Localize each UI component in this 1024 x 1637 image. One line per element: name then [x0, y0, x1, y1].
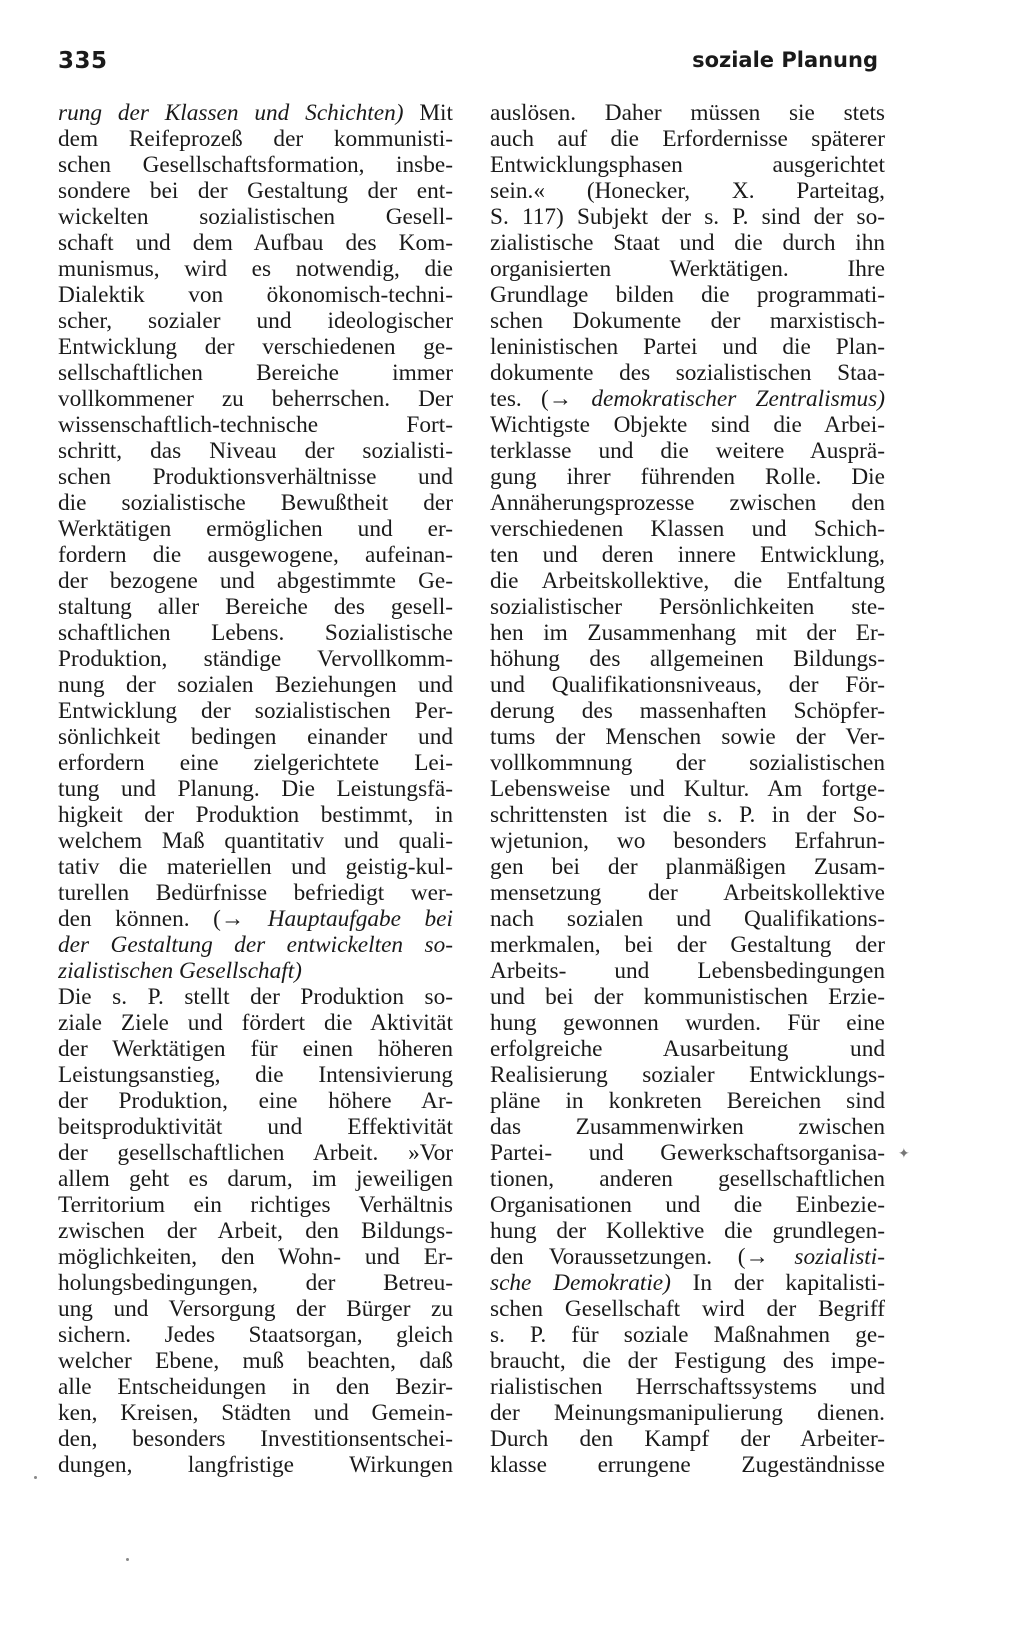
text-line: [58, 334, 453, 360]
text-line: [58, 386, 453, 412]
text-segment: tionen, anderen gesellschaftlichen: [490, 1166, 885, 1192]
text-segment: hung gewonnen wurden. Für eine: [490, 1010, 885, 1036]
text-line: [490, 568, 885, 594]
text-line: [58, 698, 453, 724]
text-segment: schen Produktionsverhältnisse und: [58, 464, 453, 490]
text-segment: der bezogene und abgestimmte Ge-: [58, 568, 453, 594]
text-line: [58, 568, 453, 594]
text-line: [490, 282, 885, 308]
text-line: [58, 438, 453, 464]
text-line: [58, 1062, 453, 1088]
text-segment: schen Gesellschaft wird der Begriff: [490, 1296, 885, 1322]
text-line: [58, 152, 453, 178]
text-segment: Organisationen und die Einbezie-: [490, 1192, 885, 1218]
text-segment: möglichkeiten, den Wohn- und Er-: [58, 1244, 453, 1270]
text-segment: Grundlage bilden die programmati-: [490, 282, 885, 308]
text-line: [58, 594, 453, 620]
text-segment: nung der sozialen Beziehungen und: [58, 672, 453, 698]
text-line: [58, 1400, 453, 1426]
text-segment: der Werktätigen für einen höheren: [58, 1036, 453, 1062]
text-segment: welcher Ebene, muß beachten, daß: [58, 1348, 453, 1374]
text-line: [58, 1452, 453, 1478]
text-line: [490, 932, 885, 958]
text-segment: scher, sozialer und ideologischer: [58, 308, 453, 334]
text-segment: Lebensweise und Kultur. Am fortge-: [490, 776, 885, 802]
text-segment: leninistischen Partei und die Plan-: [490, 334, 885, 360]
text-segment: Produktion, ständige Vervollkomm-: [58, 646, 453, 672]
text-line: [58, 1010, 453, 1036]
text-line: [58, 412, 453, 438]
text-segment: dungen, langfristige Wirkungen: [58, 1452, 453, 1478]
text-line: [490, 672, 885, 698]
text-line: [58, 646, 453, 672]
text-segment: sondere bei der Gestaltung der ent-: [58, 178, 453, 204]
text-line: [58, 1374, 453, 1400]
text-segment: Entwicklung der sozialistischen Per-: [58, 698, 453, 724]
text-segment: merkmalen, bei der Gestaltung der: [490, 932, 885, 958]
text-segment: ung und Versorgung der Bürger zu: [58, 1296, 453, 1322]
text-line: [58, 1088, 453, 1114]
text-segment: ziale Ziele und fördert die Aktivität: [58, 1010, 453, 1036]
text-line: [490, 1218, 885, 1244]
text-line: [490, 880, 885, 906]
text-segment: turellen Bedürfnisse befriedigt wer-: [58, 880, 453, 906]
italic-text-segment: sche Demokratie): [490, 1270, 671, 1296]
text-segment: S. 117) Subjekt der s. P. sind der so-: [490, 204, 885, 230]
italic-text-segment: → demokratischer Zentralismus): [548, 386, 885, 412]
text-line: [58, 1426, 453, 1452]
text-segment: die sozialistische Bewußtheit der: [58, 490, 453, 516]
text-segment: fordern die ausgewogene, aufeinan-: [58, 542, 453, 568]
text-line: [490, 360, 885, 386]
text-segment: munismus, wird es notwendig, die: [58, 256, 453, 282]
text-line: [490, 230, 885, 256]
text-line: [58, 1322, 453, 1348]
text-segment: mensetzung der Arbeitskollektive: [490, 880, 885, 906]
text-segment: den Voraussetzungen. (: [490, 1244, 746, 1270]
text-line: [490, 204, 885, 230]
text-line: [490, 1088, 885, 1114]
text-segment: nach sozialen und Qualifikations-: [490, 906, 885, 932]
text-line: [490, 256, 885, 282]
text-segment: erfordern eine zielgerichtete Lei-: [58, 750, 453, 776]
text-segment: terklasse und die weitere Ausprä-: [490, 438, 885, 464]
text-line: [490, 1452, 885, 1478]
text-segment: staltung aller Bereiche des gesell-: [58, 594, 453, 620]
text-segment: pläne in konkreten Bereichen sind: [490, 1088, 885, 1114]
text-line: [490, 776, 885, 802]
page-number: 335: [58, 48, 108, 74]
text-line: [58, 464, 453, 490]
text-line: [490, 958, 885, 984]
text-line: [490, 750, 885, 776]
text-line: [58, 880, 453, 906]
text-line: [490, 386, 885, 412]
text-segment: sein.« (Honecker, X. Parteitag,: [490, 178, 885, 204]
text-line: [490, 984, 885, 1010]
text-line: [490, 1296, 885, 1322]
text-segment: allem geht es darum, im jeweiligen: [58, 1166, 453, 1192]
text-line: [490, 1374, 885, 1400]
text-line: [490, 594, 885, 620]
text-segment: zialistische Staat und die durch ihn: [490, 230, 885, 256]
text-segment: beitsproduktivität und Effektivität: [58, 1114, 453, 1140]
text-line: [490, 308, 885, 334]
text-segment: Werktätigen ermöglichen und er-: [58, 516, 453, 542]
text-line: [58, 126, 453, 152]
text-segment: gung ihrer führenden Rolle. Die: [490, 464, 885, 490]
text-segment: wissenschaftlich-technische Fort-: [58, 412, 453, 438]
text-segment: gen bei der planmäßigen Zusam-: [490, 854, 885, 880]
text-segment: organisierten Werktätigen. Ihre: [490, 256, 885, 282]
right-text-column: [490, 100, 885, 1478]
text-line: [58, 776, 453, 802]
text-segment: schaft und dem Aufbau des Kom-: [58, 230, 453, 256]
text-line: [58, 1296, 453, 1322]
text-segment: und bei der kommunistischen Erzie-: [490, 984, 885, 1010]
text-segment: klasse errungene Zugeständnisse: [490, 1452, 885, 1478]
text-segment: vollkommnung der sozialistischen: [490, 750, 885, 776]
text-line: [490, 412, 885, 438]
text-line: [490, 152, 885, 178]
text-segment: rialistischen Herrschaftssystems und: [490, 1374, 885, 1400]
text-line: [490, 100, 885, 126]
text-segment: Die s. P. stellt der Produktion so-: [58, 984, 453, 1010]
text-segment: höhung des allgemeinen Bildungs-: [490, 646, 885, 672]
text-line: [58, 802, 453, 828]
text-segment: Arbeits- und Lebensbedingungen: [490, 958, 885, 984]
text-segment: wickelten sozialistischen Gesell-: [58, 204, 453, 230]
text-segment: den, besonders Investitionsentschei-: [58, 1426, 453, 1452]
text-line: [490, 1426, 885, 1452]
text-segment: sönlichkeit bedingen einander und: [58, 724, 453, 750]
text-line: [490, 516, 885, 542]
text-line: [490, 438, 885, 464]
text-segment: Partei- und Gewerkschaftsorganisa-: [490, 1140, 885, 1166]
text-segment: ken, Kreisen, Städten und Gemein-: [58, 1400, 453, 1426]
text-segment: schen Dokumente der marxistisch-: [490, 308, 885, 334]
text-line: [58, 230, 453, 256]
text-line: [490, 334, 885, 360]
text-segment: Annäherungsprozesse zwischen den: [490, 490, 885, 516]
text-segment: higkeit der Produktion bestimmt, in: [58, 802, 453, 828]
text-line: [490, 1062, 885, 1088]
text-segment: Entwicklungsphasen ausgerichtet: [490, 152, 885, 178]
text-line: [490, 698, 885, 724]
text-line: [58, 282, 453, 308]
text-line: [490, 906, 885, 932]
stray-print-mark: ✦: [898, 1147, 910, 1162]
text-line: [490, 542, 885, 568]
stray-print-dot: [34, 1476, 37, 1479]
text-line: [58, 906, 453, 932]
text-line: [58, 308, 453, 334]
text-segment: tums der Menschen sowie der Ver-: [490, 724, 885, 750]
text-segment: holungsbedingungen, der Betreu-: [58, 1270, 453, 1296]
text-line: [58, 1114, 453, 1140]
text-line: [58, 490, 453, 516]
text-segment: und Qualifikationsniveaus, der För-: [490, 672, 885, 698]
text-line: [490, 854, 885, 880]
text-line: [58, 1166, 453, 1192]
text-segment: hen im Zusammenhang mit der Er-: [490, 620, 885, 646]
text-line: [490, 828, 885, 854]
text-line: [58, 724, 453, 750]
text-segment: tung und Planung. Die Leistungsfä-: [58, 776, 453, 802]
text-segment: schen Gesellschaftsformation, insbe-: [58, 152, 453, 178]
text-segment: tes. (: [490, 386, 549, 412]
text-segment: Entwicklung der verschiedenen ge-: [58, 334, 453, 360]
text-line: [490, 802, 885, 828]
running-head: soziale Planung: [692, 48, 878, 72]
text-line: [58, 360, 453, 386]
text-line: [490, 1322, 885, 1348]
text-line: [58, 854, 453, 880]
italic-text-segment: → Hauptaufgabe bei: [220, 906, 453, 932]
text-line: [490, 1140, 885, 1166]
text-line: [490, 1270, 885, 1296]
text-line: [490, 1400, 885, 1426]
text-segment: der gesellschaftlichen Arbeit. »Vor: [58, 1140, 453, 1166]
text-segment: Leistungsanstieg, die Intensivierung: [58, 1062, 453, 1088]
italic-text-segment: → sozialisti-: [745, 1244, 885, 1270]
text-line: [490, 126, 885, 152]
text-line: [58, 204, 453, 230]
text-line: [58, 672, 453, 698]
text-line: [58, 1270, 453, 1296]
text-segment: sozialistischer Persönlichkeiten ste-: [490, 594, 885, 620]
text-segment: In der kapitalisti-: [670, 1270, 885, 1296]
text-segment: Wichtigste Objekte sind die Arbei-: [490, 412, 885, 438]
text-segment: Territorium ein richtiges Verhältnis: [58, 1192, 453, 1218]
text-line: [58, 958, 453, 984]
text-line: [58, 256, 453, 282]
text-line: [58, 984, 453, 1010]
text-line: [490, 646, 885, 672]
text-segment: Mit: [403, 100, 453, 126]
text-line: [58, 750, 453, 776]
page-header: [58, 48, 878, 82]
italic-text-segment: zialistischen Gesellschaft): [58, 958, 302, 984]
text-segment: s. P. für soziale Maßnahmen ge-: [490, 1322, 885, 1348]
text-line: [490, 1348, 885, 1374]
italic-text-segment: der Gestaltung der entwickelten so-: [58, 932, 453, 958]
text-segment: hung der Kollektive die grundlegen-: [490, 1218, 885, 1244]
stray-print-dot: [126, 1558, 129, 1561]
text-segment: vollkommener zu beherrschen. Der: [58, 386, 453, 412]
text-segment: Dialektik von ökonomisch-techni-: [58, 282, 453, 308]
text-line: [58, 1244, 453, 1270]
text-segment: welchem Maß quantitativ und quali-: [58, 828, 453, 854]
text-segment: die Arbeitskollektive, die Entfaltung: [490, 568, 885, 594]
text-line: [58, 1218, 453, 1244]
text-line: [490, 178, 885, 204]
text-line: [58, 1192, 453, 1218]
text-segment: schritt, das Niveau der sozialisti-: [58, 438, 453, 464]
text-line: [58, 516, 453, 542]
italic-text-segment: rung der Klassen und Schichten): [58, 100, 404, 126]
text-segment: Realisierung sozialer Entwicklungs-: [490, 1062, 885, 1088]
text-segment: zwischen der Arbeit, den Bildungs-: [58, 1218, 453, 1244]
text-line: [58, 828, 453, 854]
left-text-column: [58, 100, 453, 1478]
text-line: [58, 178, 453, 204]
text-segment: dokumente des sozialistischen Staa-: [490, 360, 885, 386]
text-segment: auslösen. Daher müssen sie stets: [490, 100, 885, 126]
text-segment: derung des massenhaften Schöpfer-: [490, 698, 885, 724]
text-segment: der Meinungsmanipulierung dienen.: [490, 1400, 885, 1426]
text-segment: verschiedenen Klassen und Schich-: [490, 516, 885, 542]
text-segment: braucht, die der Festigung des impe-: [490, 1348, 885, 1374]
text-segment: auch auf die Erfordernisse späterer: [490, 126, 885, 152]
text-line: [490, 490, 885, 516]
text-segment: alle Entscheidungen in den Bezir-: [58, 1374, 453, 1400]
text-segment: wjetunion, wo besonders Erfahrun-: [490, 828, 885, 854]
text-segment: den können. (: [58, 906, 221, 932]
text-segment: das Zusammenwirken zwischen: [490, 1114, 885, 1140]
text-line: [58, 932, 453, 958]
text-line: [58, 1036, 453, 1062]
text-line: [58, 620, 453, 646]
text-line: [490, 1036, 885, 1062]
text-line: [490, 1114, 885, 1140]
text-line: [490, 724, 885, 750]
text-line: [490, 1166, 885, 1192]
text-segment: der Produktion, eine höhere Ar-: [58, 1088, 453, 1114]
text-segment: schaftlichen Lebens. Sozialistische: [58, 620, 453, 646]
text-segment: dem Reifeprozeß der kommunisti-: [58, 126, 453, 152]
text-line: [490, 1244, 885, 1270]
text-segment: sellschaftlichen Bereiche immer: [58, 360, 453, 386]
text-line: [58, 542, 453, 568]
text-line: [490, 620, 885, 646]
text-line: [490, 464, 885, 490]
text-segment: erfolgreiche Ausarbeitung und: [490, 1036, 885, 1062]
text-line: [490, 1192, 885, 1218]
text-line: [490, 1010, 885, 1036]
text-segment: tativ die materiellen und geistig-kul-: [58, 854, 453, 880]
text-line: [58, 1348, 453, 1374]
text-segment: sichern. Jedes Staatsorgan, gleich: [58, 1322, 453, 1348]
text-segment: schrittensten ist die s. P. in der So-: [490, 802, 885, 828]
text-line: [58, 1140, 453, 1166]
text-segment: ten und deren innere Entwicklung,: [490, 542, 885, 568]
text-segment: Durch den Kampf der Arbeiter-: [490, 1426, 885, 1452]
text-line: [58, 100, 453, 126]
